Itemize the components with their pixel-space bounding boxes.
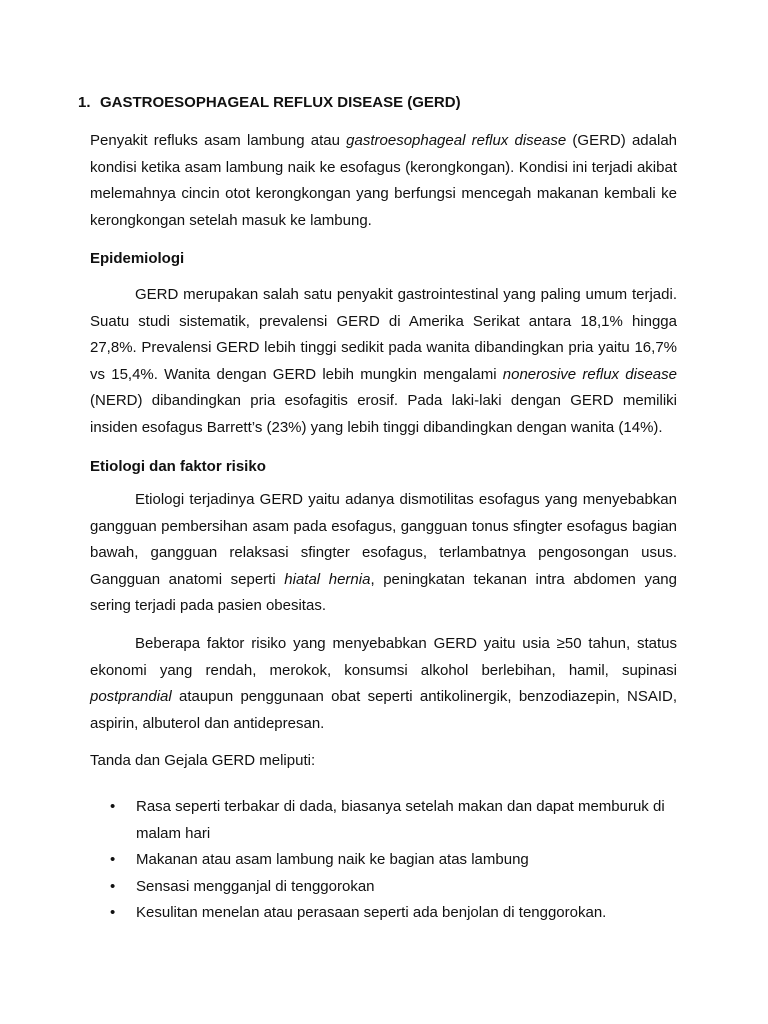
list-item <box>110 794 677 847</box>
intro-paragraph <box>90 128 677 234</box>
section-title: GASTROESOPHAGEAL REFLUX DISEASE (GERD) <box>100 94 461 111</box>
epidemiologi-text-2: (NERD) dibandingkan pria esofagitis erosif. Pada laki-laki dengan GERD memiliki insiden esofagus Barrett’s (23%) yang lebih tinggi dibandingkan dengan wanita (14%). <box>90 392 677 436</box>
etiologi-text-1: Etiologi terjadinya GERD yaitu adanya dismotilitas esofagus yang menyebabkan gangguan pembersihan asam pada esofagus, gangguan tonus sfingter esofagus bagian bawah, gangguan relaksasi sfingter esofagus, terlambatnya pengosongan usus. Gangguan anatomi seperti <box>90 491 677 588</box>
intro-italic-term: gastroesophageal reflux disease <box>346 132 567 149</box>
etiologi-paragraph <box>90 487 677 620</box>
gejala-intro: Tanda dan Gejala GERD meliputi: <box>90 752 316 769</box>
epidemiologi-text-1: GERD merupakan salah satu penyakit gastrointestinal yang paling umum terjadi. Suatu studi sistematik, prevalensi GERD di Amerika Serikat antara 18,1% hingga 27,8%. Prevalensi GERD lebih tinggi sedikit pada wanita dibandingkan pria yaitu 16,7% vs 15,4%. Wanita dengan GERD lebih mungkin mengalami <box>90 286 677 383</box>
epidemiologi-heading: Epidemiologi <box>90 250 185 267</box>
list-item-text: Makanan atau asam lambung naik ke bagian atas lambung <box>136 851 529 868</box>
faktor-risiko-italic-term: postprandial <box>90 688 172 705</box>
epidemiologi-paragraph <box>90 282 677 441</box>
list-item <box>110 847 677 874</box>
faktor-risiko-paragraph <box>90 631 677 737</box>
faktor-risiko-text-1: Beberapa faktor risiko yang menyebabkan GERD yaitu usia ≥50 tahun, status ekonomi yang rendah, merokok, konsumsi alkohol berlebihan, hamil, supinasi <box>90 635 677 679</box>
gejala-list <box>110 794 677 927</box>
etiologi-heading: Etiologi dan faktor risiko <box>90 458 266 475</box>
faktor-risiko-text-2: ataupun penggunaan obat seperti antikolinergik, benzodiazepin, NSAID, aspirin, albuterol dan antidepresan. <box>90 688 677 732</box>
intro-text-1: Penyakit refluks asam lambung atau <box>90 132 347 149</box>
list-item <box>110 874 677 901</box>
bullet-icon: • <box>110 904 116 921</box>
intro-text-2: (GERD) adalah kondisi ketika asam lambung naik ke esofagus (kerongkongan). Kondisi ini terjadi akibat melemahnya cincin otot kerongkongan yang berfungsi mencegah makanan kembali ke kerongkongan setelah masuk ke lambung. <box>90 132 677 229</box>
section-number: 1. <box>78 94 91 111</box>
list-item-text: Sensasi mengganjal di tenggorokan <box>136 877 375 895</box>
epidemiologi-italic-term: nonerosive reflux disease <box>502 365 677 383</box>
section-heading <box>78 94 461 111</box>
list-item-text: Rasa seperti terbakar di dada, biasanya setelah makan dan dapat memburuk di malam hari <box>136 798 665 842</box>
list-item-text: Kesulitan menelan atau perasaan seperti ada benjolan di tenggorokan. <box>136 904 607 921</box>
etiologi-italic-term: hiatal hernia <box>284 570 371 588</box>
etiologi-text-2: , peningkatan tekanan intra abdomen yang sering terjadi pada pasien obesitas. <box>90 570 677 614</box>
bullet-icon: • <box>110 851 116 868</box>
bullet-icon: • <box>110 798 116 815</box>
list-item <box>110 900 677 927</box>
bullet-icon: • <box>110 877 116 895</box>
